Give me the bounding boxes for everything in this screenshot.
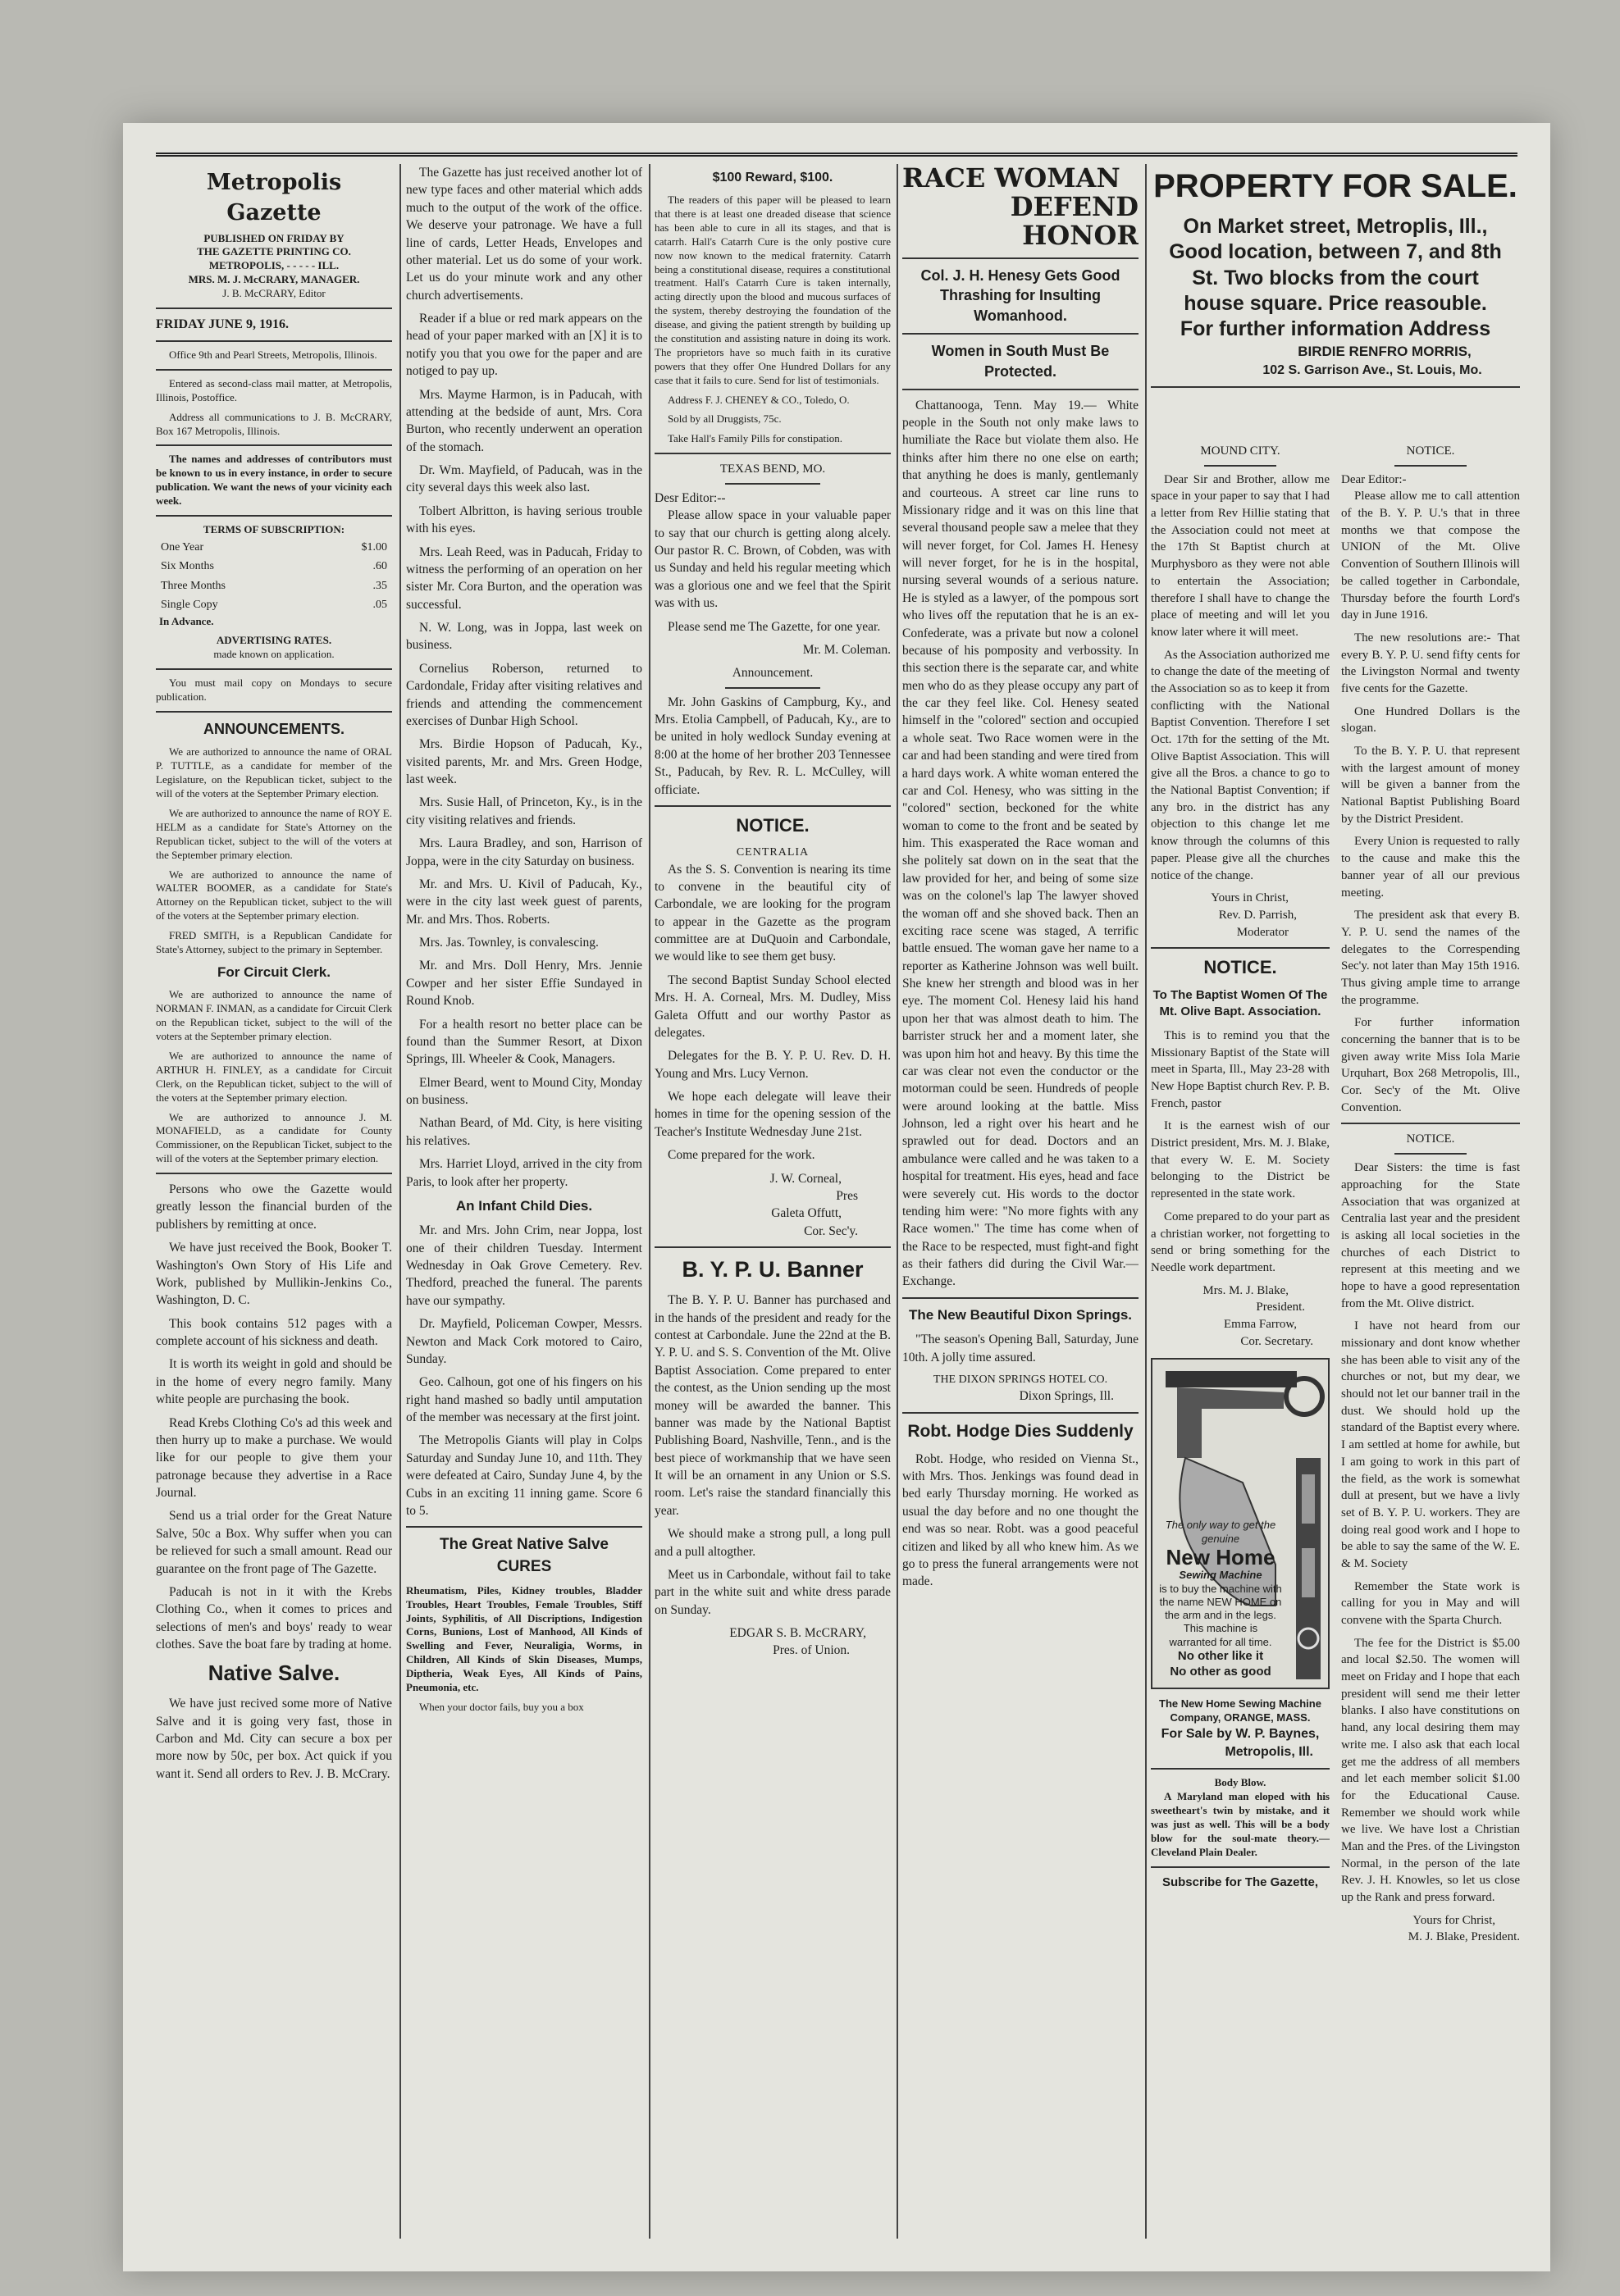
dixon-springs-title: The New Beautiful Dixon Springs. xyxy=(908,1306,1133,1323)
news-paragraph: For further information concerning the banner that is to be given away write Miss Iola Marie Urquhart, Box 268 Metropolis, Ill., Cor. Sec'y of the Mt. Olive Convention. xyxy=(1341,1016,1520,1114)
news-paragraph: Mrs. Jas. Townley, is convalescing. xyxy=(419,936,599,950)
news-paragraph: We hope each delegate will leave their homes in time for the opening session of the Teacher's Institute Wednesday June 21st. xyxy=(655,1090,891,1139)
sewing-ad-city: Metropolis, Ill. xyxy=(1225,1745,1313,1760)
announcement-title: Announcement. xyxy=(732,666,814,681)
notice-women-sig2-title: Cor. Secretary. xyxy=(1240,1334,1313,1348)
news-paragraph: This book contains 512 pages with a complete account of his sickness and death. xyxy=(156,1316,392,1349)
reward-pills: Take Hall's Family Pills for constipation. xyxy=(668,432,843,445)
announcement-item: We are authorized to announce the name of NORMAN F. INMAN, as a candidate for Circuit Clerk on the Republican ticket, subject to the will of the voters at the September primary election. xyxy=(156,988,392,1043)
news-paragraph: Delegates for the B. Y. P. U. Rev. D. H. Young and Mrs. Lucy Vernon. xyxy=(655,1049,891,1081)
news-paragraph: The president ask that every B. Y. P. U. send the names of the delegates to the Correspending Sec'y. not later than May 15th 1916. Thus giving ample time to arrange the programme. xyxy=(1341,909,1520,1007)
news-paragraph: The Gazette has just received another lot of new type faces and other material which adds much to the output of the work of the office. We deserve your patronage. We have a full line of cards, Letter Heads, Envelopes and other material. Let us do some of your work. Let us do your minute work and any other church advertisements. xyxy=(406,166,642,303)
issue-date: FRIDAY JUNE 9, 1916. xyxy=(156,317,289,331)
announcement-item: FRED SMITH, is a Republican Candidate for State's Attorney, subject to the primary in September. xyxy=(156,929,392,956)
news-paragraph: It is the earnest wish of our District president, Mrs. M. J. Blake, that every W. E. M. Society belonging to the District be represented in the state work. xyxy=(1151,1119,1330,1201)
bypu-title: B. Y. P. U. Banner xyxy=(682,1257,864,1282)
centralia-sig1: J. W. Corneal, xyxy=(769,1171,842,1186)
advertising-title: ADVERTISING RATES. xyxy=(216,634,332,647)
native-salve-title: Native Salve. xyxy=(208,1660,340,1686)
reward-sold: Sold by all Druggists, 75c. xyxy=(668,412,782,426)
news-paragraph: Mr. and Mrs. U. Kivil of Paducah, Ky., were in the city last week guest of parents, Mr. and Mrs. Thos. Roberts. xyxy=(406,877,642,927)
native-salve-text: We have just recived some more of Native Salve and it is going very fast, those in Carbon and Md. City can secure a box per more now by 50c, per box. Act quick if you want it. Send all orders to Rev. J. B. McCrary. xyxy=(156,1697,392,1781)
newspaper-page xyxy=(123,123,1550,2271)
masthead-company: THE GAZETTE PRINTING CO. xyxy=(197,245,351,258)
dixon-springs-place: Dixon Springs, Ill. xyxy=(1019,1389,1114,1404)
news-paragraph: This is to remind you that the Missionary Baptist of the State will meet in Sparta, Ill., May 23-28 with New Hope Baptist church Rev. P. B. French, pastor xyxy=(1151,1028,1330,1110)
texas-bend-title: TEXAS BEND, MO. xyxy=(719,462,826,476)
masthead-published: PUBLISHED ON FRIDAY BY xyxy=(203,231,345,244)
reward-text: The readers of this paper will be pleased to learn that there is at least one dreaded disease that science has been able to cure in all its stages, and that is catarrh. Hall's Catarrh Cure is the only postive cure now now known to the medical fraternity. Catarrh being a constitutional disease, requires a constitutional treatment. Hall's Catarrh Cure is taken internally, acting directly upon the blood and mucous surfaces of the system, thereby destroying the foundation of the disease, and giving the patient strength by building up the constitution and assisting nature in doing its work. The proprietors have so much faith in its curative powers that they offer One Hundred Dollars for any case that it fails to cure. Send for list of testimonials. xyxy=(655,194,891,386)
news-note: The names and addresses of contributors must be known to us in every instance, in order to secure publication. We want the news of your vicinity each week. xyxy=(156,453,392,508)
property-address: 102 S. Garrison Ave., St. Louis, Mo. xyxy=(1262,362,1482,377)
announcement-item: We are authorized to announce the name of ORAL P. TUTTLE, as a candidate for member of the Legislature, on the Republican ticket, subject to the will of the voters at the September Primary election. xyxy=(156,745,392,800)
column-4 xyxy=(902,164,1139,2247)
news-paragraph: I have not heard from our missionary and dont know whether she has been able to visit any of the churches or not, but my dear, we should not let our banner trail in the dust. We should hold up the standard of the Baptist every where. I am settled at home for awhile, but I am going to work in this part of the field, as the work is somewhat dull at present, but we have a livly set of B. Y. P. U. workers. They are doing real good work and I hope to be able to say the same of the W. E. & M. Society xyxy=(1341,1319,1520,1570)
masthead-manager: MRS. M. J. McCRARY, MANAGER. xyxy=(188,273,360,286)
notice-women-sig2: Emma Farrow, xyxy=(1223,1317,1297,1331)
race-woman-deck-1: Col. J. H. Henesy Gets Good Thrashing for Insulting Womanhood. xyxy=(920,266,1120,325)
advertising-note: made known on application. xyxy=(213,647,335,660)
subcolumn-b xyxy=(1341,443,1520,2239)
news-paragraph: Send us a trial order for the Great Nature Salve, 50c a Box. Why suffer when you can be relieved for such a small amount. Read our guarantee on the front page of The Gazette. xyxy=(156,1509,392,1576)
news-paragraph: One Hundred Dollars is the slogan. xyxy=(1341,704,1520,736)
news-paragraph: Tolbert Albritton, is having serious trouble with his eyes. xyxy=(406,503,642,536)
property-name: BIRDIE RENFRO MORRIS, xyxy=(1298,344,1472,360)
native-cures-title: The Great Native Salve xyxy=(440,1536,609,1554)
announcement-item: We are authorized to announce J. M. MONAFIELD, as a candidate for County Commissioner, on the Republican Ticket, subject to the will of the voters at the September primary election. xyxy=(156,1110,392,1165)
top-rule xyxy=(156,153,1517,157)
reward-title: $100 Reward, $100. xyxy=(712,171,833,184)
address-note: Address all communications to J. B. McCRARY, Box 167 Metropolis, Illinois. xyxy=(156,410,392,437)
centralia-notice: NOTICE. xyxy=(736,814,810,836)
news-paragraph: Paducah is not in it with the Krebs Clothing Co., when it comes to prices and selections of men's and boys' ready to wear clothes. Save the boat fare by trading at home. xyxy=(156,1584,392,1652)
announcement-item: We are authorized to announce the name of ARTHUR H. FINLEY, as a candidate for Circuit Clerk, on the Republican ticket, subject to the will of the voters at the September primary election. xyxy=(156,1049,392,1104)
centralia-sig2: Galeta Offutt, xyxy=(771,1206,842,1221)
news-paragraph: Persons who owe the Gazette would greatly lesson the financial burden of the publishers by remitting at once. xyxy=(156,1182,392,1232)
centralia-title: CENTRALIA xyxy=(736,846,810,859)
reward-address: Address F. J. CHENEY & CO., Toledo, O. xyxy=(668,393,850,406)
body-blow-title: Body Blow. xyxy=(1214,1776,1266,1789)
news-paragraph: We should make a strong pull, a long pull and a pull altogther. xyxy=(655,1527,891,1559)
property-line: Good location, between 7, and 8th xyxy=(1169,240,1502,264)
office-address: Office 9th and Pearl Streets, Metropolis, Illinois. xyxy=(169,348,377,362)
notice-sisters-signature: M. J. Blake, President. xyxy=(1408,1930,1520,1944)
texas-bend-text: Please allow space in your valuable paper to say that our church is getting along alcely. Our pastor R. C. Brown, of Cobden, was with us Sunday and held his regular meeting which was a glorious one and we feel that the Spirit was with us. xyxy=(655,508,891,611)
dixon-springs-hotel: THE DIXON SPRINGS HOTEL CO. xyxy=(933,1374,1108,1387)
property-ad xyxy=(1151,164,1520,394)
texas-bend-salutation: Desr Editor:-- xyxy=(655,490,726,505)
news-paragraph: Come prepared to do your part as a christian worker, not forgetting to send or bring something for the Needle work department. xyxy=(1151,1210,1330,1274)
column-2 xyxy=(406,164,642,2247)
news-paragraph: The new resolutions are:- That every B. Y. P. U. send fifty cents for the Livingston Normal and twenty five cents for the Gazette. xyxy=(1341,631,1520,695)
announcement-item: We are authorized to announce the name of WALTER BOOMER, as a candidate for State's Attorney on the Republican ticket, subject to the will of the voters at the September primary election. xyxy=(156,868,392,922)
mound-city-closing: Yours in Christ, xyxy=(1211,891,1289,905)
mound-city-signature: Rev. D. Parrish, xyxy=(1218,908,1297,922)
notice-sisters-closing: Yours for Christ, xyxy=(1412,1913,1495,1927)
news-paragraph: Mrs. Leah Reed, was in Paducah, Friday to witness the performing of an operation on her sister Mr. Cora Burton, and the operation was successful. xyxy=(406,544,642,612)
news-paragraph: The fee for the District is $5.00 and local $2.50. The women will meet on Friday and I hope that each president will send me their letter blanks. I also have constitutions on hand, any local desiring them may write me. I also ask that each local get me the address of all members and let each member solicit $1.00 for the Educational Cause. Remember we should work while we live. We have lost a Christian Man and the Pres. of the Livingston Normal, in the person of the late Rev. J. H. Knowles, so let us close up the Rank and press forward. xyxy=(1341,1636,1520,1904)
property-line: St. Two blocks from the court xyxy=(1192,266,1479,289)
news-paragraph: The second Baptist Sunday School elected Mrs. H. A. Corneal, Mrs. M. Dudley, Miss Galeta Offutt and our worthy Pastor as delegates. xyxy=(655,973,891,1040)
notice-women-sig1: Mrs. M. J. Blake, xyxy=(1202,1283,1289,1297)
news-paragraph: Mrs. Susie Hall, of Princeton, Ky., is in the city visiting relatives and friends. xyxy=(406,795,642,827)
news-paragraph: Read Krebs Clothing Co's ad this week and then hurry up to make a purchase. We would like for our people to give them your patronage because they advertise in a Race Journal. xyxy=(156,1415,392,1501)
sewing-ad-text: The only way to get the genuine New Home Sewing Machine is to buy the machine with the name NEW HOME on the arm and in the legs. This machine is warranted for all time. No other like it No other as good xyxy=(1159,1519,1282,1679)
news-paragraph: The B. Y. P. U. Banner has purchased and in the hands of the president and ready for the contest at Carbondale. June the 22nd at the B. Y. P. U. and S. S. Convention of the Mt. Olive Baptist Association. Come prepared to enter the contest, as the Union sending up the most money will be awarded the banner. This banner was made by the National Baptist Publishing Board, Nashville, Tenn., and is the best piece of workmanship that we have seen It will be an ornament in any Union or S.S. room. Let's raise the standard financially this year. xyxy=(655,1293,891,1518)
subscribe-line: Subscribe for The Gazette, xyxy=(1161,1875,1319,1889)
masthead-editor: J. B. McCRARY, Editor xyxy=(222,287,326,300)
sewing-machine-ad xyxy=(1151,1358,1330,1689)
copy-note: You must mail copy on Mondays to secure publication. xyxy=(156,676,392,703)
sewing-ad-sale: For Sale by W. P. Baynes, xyxy=(1161,1727,1320,1742)
news-paragraph: Please allow me to call attention of the B. Y. P. U.'s that in three months we that compose the UNION of the Mt. Olive Convention of Southern Illinois will be called together in Carbondale, Thursday before the fourth Lord's day in June 1916. xyxy=(1341,490,1520,622)
announcement-text: Mr. John Gaskins of Campburg, Ky., and Mrs. Etolia Campbell, of Paducah, Ky., are to be united in holy wedlock Sunday evening at 8:00 at the home of her brother 203 Tennessee St., Paducah, by Rev. R. L. McCulley, will officiate. xyxy=(655,695,891,797)
property-line: For further information Address xyxy=(1180,317,1491,341)
news-paragraph: Mr. and Mrs. Doll Henry, Mrs. Jennie Cowper and her sister Effie Sundayed in Round Knob. xyxy=(406,959,642,1009)
announcements-title: ANNOUNCEMENTS. xyxy=(203,720,345,737)
news-paragraph: Mrs. Harriet Lloyd, arrived in the city from Paris, to look after her property. xyxy=(406,1157,642,1189)
circuit-clerk-title: For Circuit Clerk. xyxy=(217,963,331,980)
news-paragraph: Cornelius Roberson, returned to Cardondale, Friday after visiting relatives and friends and attending the commencement exercises of Dunbar High School. xyxy=(406,661,642,728)
centralia-sig2-title: Cor. Sec'y. xyxy=(804,1223,858,1238)
subcolumn-a xyxy=(1151,443,1330,2239)
news-paragraph: Dr. Mayfield, Policeman Cowper, Messrs. Newton and Mack Cork motored to Cairo, Sunday. xyxy=(406,1317,642,1366)
news-paragraph: Reader if a blue or red mark appears on the head of your paper marked with an [X] it is to notify you that you owe for the paper and are notiged to pay up. xyxy=(406,312,642,379)
notice-bypu-salutation: Dear Editor:- xyxy=(1341,472,1407,486)
race-woman-text: Chattanooga, Tenn. May 19.— White people in the South not only make laws to humiliate the Race but violate them also. He thinks after him there no one else on earth; that anything he does is manly, gentlemanly and courteous. A street car line runs to Missionary ridge and it was on this line that several thousand people saw a melee that they will never forget, for Col. James H. Henesy will never forget, for he is in the hospital, nursing several wounds of a serious nature. He is styled as a lawyer, of the pompous sort who lives off the reputation that he is an ex-Confederate, was a private but now a colonel because of his pomposity and verbossity. In this section there is the separate car, and white men who do as they please occupy any part of the car they feel like. Col. Henesy seated himself in the "colored" section and occupied a whole seat. Two Race women were in the car and had been standing and were tired from a hard days work. A white woman entered the car and Col. Henesy, who was sitting in the "colored" section, beckoned for the white woman to come to the front and be seated by him. This exasperated the Race woman and she politely sat down on in the seat that the law provided for her, and being of some size was on the colonel's lap The lawyer shoved the woman off and she shoved back. Then an exciting race scene was staged, A terrific battle ensued. The woman gave her name to a reporter as Katherine Johnson was well built. She knew her strength and blood was in her eye. The moment Col. Henesy laid his hand upon her that was almost death to him. The barrister struck her and a moment later, she was upon him hot and heavy. By this time the car was clear not even the conductor or the motorman could be seen. Hundreds of people were around looking at the battle. Miss Johnson, led a right over his heart and he sprawled out for dead. Doctors and an ambulance were called and he was taken to a hospital for treatment. His eyes, head and face were severely cut. His words to the doctor tending him were: "No more fights with any Race women." The time has come when of the Race to be respected, must fight-and fight as their fathers did during the Civil War.—Exchange. xyxy=(902,398,1139,1289)
news-paragraph: Nathan Beard, of Md. City, is here visiting his relatives. xyxy=(406,1116,642,1148)
news-paragraph: Dear Sisters: the time is fast approaching for the State Association that was organized at Centralia last year and the president is asking all local societies in the churches of each District to represent at this meeting and we hope to have a good representation from the Mt. Olive district. xyxy=(1341,1161,1520,1310)
property-line: On Market street, Metroplis, Ill., xyxy=(1183,215,1488,239)
race-woman-title-2: DEFEND HONOR xyxy=(1010,191,1139,252)
native-cures-footer: When your doctor fails, buy you a box xyxy=(419,1700,584,1713)
news-paragraph: Every Union is requested to rally to the cause and make this the banner year of all our previous meeting. xyxy=(1341,835,1520,900)
column-rule xyxy=(399,164,401,2239)
news-paragraph: Mrs. Mayme Harmon, is in Paducah, with attending at the bedside of aunt, Mrs. Cora Burton, who recently underwent an operation of the stomach. xyxy=(406,387,642,454)
column-rule xyxy=(897,164,898,2239)
notice-women-title: To The Baptist Women Of The Mt. Olive Bapt. Association. xyxy=(1152,987,1328,1019)
news-paragraph: The Metropolis Giants will play in Colps Saturday and Sunday June 10, and 11th. They were defeated at Cairo, Sunday June 4, by the Cubs in an exciting 11 inning game. Score 6 to 5. xyxy=(406,1433,642,1518)
notice-sisters-title: NOTICE. xyxy=(1406,1132,1455,1146)
news-paragraph: Dr. Wm. Mayfield, of Paducah, was in the city several days this week also last. xyxy=(406,463,642,495)
news-paragraph: Mrs. Birdie Hopson of Paducah, Ky., visited parents, Mr. and Mrs. Green Hodge, last week. xyxy=(406,737,642,786)
mound-city-title: MOUND CITY. xyxy=(1200,444,1280,458)
terms-table xyxy=(156,537,392,615)
news-paragraph: Mrs. Laura Bradley, and son, Harrison of Joppa, were in the city Saturday on business. xyxy=(406,836,642,868)
infant-title: An Infant Child Dies. xyxy=(455,1197,593,1214)
news-paragraph: Dear Sir and Brother, allow me space in your paper to say that I had a letter from Rev Hillie stating that the Association could not meet at the 17th St Baptist church at Murphysboro as they were not able to entertain the Association; therefore I shall have to change the place of meeting and will let you know later where it will meet. xyxy=(1151,472,1330,639)
news-paragraph: We have just received the Book, Booker T. Washington's Own Story of His Life and Work, published by Mullikin-Jenkins Co., Washington, D. C. xyxy=(156,1241,392,1308)
native-cures-text: Rheumatism, Piles, Kidney troubles, Bladder Troubles, Heart Troubles, Female Troubles, Stiff Joints, Syphilitis, of All Discriptions, Indigestion Corns, Bunions, Lost of Manhood, All Kinds of Swelling and Fever, Neuraligia, Worms, in Children, All Kinds of Skin Diseases, Mumps, Diptheria, Weak Eyes, All Kinds of Pains, Pneumonia, etc. xyxy=(406,1583,642,1693)
news-paragraph: Remember the State work is calling for you in May and will convene with the Sparta Church. xyxy=(1341,1579,1520,1627)
body-blow-text: A Maryland man eloped with his sweetheart's twin by mistake, and it was just as well. This will be a body blow for the soul-mate theory.—Cleveland Plain Dealer. xyxy=(1151,1790,1330,1858)
masthead-city: METROPOLIS, - - - - - ILL. xyxy=(208,259,340,272)
column-rule xyxy=(1145,164,1147,2239)
news-paragraph: Meet us in Carbondale, without fail to take part in the white suit and white dress parade on Sunday. xyxy=(655,1567,891,1617)
news-paragraph: As the Association authorized me to change the date of the meeting of the Association so as to keep it from conflicting with the National Baptist Convention. Therefore I set Oct. 17th for the setting of the Mt. Olive Baptist Association. This will give all the Bros. a chance to go to the National Baptist Convention; if any bro. in the district has any objection to this change let me know through the columns of this paper. Please give all the churches notice of the change. xyxy=(1151,648,1330,882)
terms-row: Three Months .35 xyxy=(161,579,387,592)
notice-women-heading: NOTICE. xyxy=(1203,957,1277,978)
property-line: house square. Price reasouble. xyxy=(1184,291,1487,315)
centralia-sig1-title: Pres xyxy=(836,1188,858,1203)
race-woman-title-1: RACE WOMAN xyxy=(902,164,1120,194)
notice-bypu-title: NOTICE. xyxy=(1406,444,1455,458)
property-title: PROPERTY FOR SALE. xyxy=(1153,168,1517,204)
bypu-signature-title: Pres. of Union. xyxy=(773,1643,850,1658)
dixon-springs-text: "The season's Opening Ball, Saturday, June 10th. A jolly time assured. xyxy=(902,1332,1139,1364)
column-5 xyxy=(1151,164,1520,2247)
column-rule xyxy=(649,164,650,2239)
terms-title: TERMS OF SUBSCRIPTION: xyxy=(203,523,345,536)
terms-row: Six Months .60 xyxy=(161,560,387,573)
race-woman-deck-2: Women in South Must Be Protected. xyxy=(931,343,1110,380)
announcement-item: We are authorized to announce the name of ROY E. HELM as a candidate for State's Attorney on the Republican ticket, subject to the will of the voters at the September primary election. xyxy=(156,807,392,861)
texas-bend-request: Please send me The Gazette, for one year. xyxy=(668,619,881,634)
texas-bend-signature: Mr. M. Coleman. xyxy=(802,642,891,657)
hodge-text: Robt. Hodge, who resided on Vienna St., with Mrs. Thos. Jenkings was found dead in bed early Thursday morning. He worked as usual the day before and no one thought the end was so near. Robt. was a good peaceful citizen and liked by all who knew him. As we go to press the funeral arrangements were not made. xyxy=(902,1451,1139,1589)
news-paragraph: Geo. Calhoun, got one of his fingers on his right hand mashed so badly until amputation of the member was necessary at the first joint. xyxy=(406,1375,642,1425)
mound-city-signature-title: Moderator xyxy=(1236,925,1289,939)
news-paragraph: It is worth its weight in gold and should be in the home of every negro family. Many white people are purchasing the book. xyxy=(156,1357,392,1407)
news-paragraph: Elmer Beard, went to Mound City, Monday on business. xyxy=(406,1075,642,1107)
news-paragraph: To the B. Y. P. U. that represent with the largest amount of money will be given a banner from the National Baptist Publishing Board by the District President. xyxy=(1341,745,1520,826)
news-paragraph: As the S. S. Convention is nearing its time to convene in the beautiful city of Carbondale, we are looking for the program to appear in the Gazette as the program committee are at DuQuoin and Carbondale, we would like to see them get busy. xyxy=(655,862,891,964)
terms-advance: In Advance. xyxy=(159,615,214,628)
news-paragraph: Mr. and Mrs. John Crim, near Joppa, lost one of their children Tuesday. Interment Wednesday in Oak Grove Cemetery. Rev. Thedford, preached the funeral. The parents have our sympathy. xyxy=(406,1223,642,1308)
news-paragraph: N. W. Long, was in Joppa, last week on business. xyxy=(406,621,642,653)
entered-note: Entered as second-class mail matter, at Metropolis, Illinois, Postoffice. xyxy=(156,376,392,403)
terms-row: Single Copy .05 xyxy=(161,598,387,611)
sewing-ad-company: The New Home Sewing Machine Company, ORANGE, MASS. xyxy=(1159,1697,1321,1724)
hodge-title: Robt. Hodge Dies Suddenly xyxy=(907,1421,1134,1441)
masthead-title: Metropolis Gazette xyxy=(206,170,342,226)
native-cures-subtitle: CURES xyxy=(496,1557,552,1575)
column-3 xyxy=(655,164,891,2247)
news-paragraph: Come prepared for the work. xyxy=(668,1148,815,1163)
notice-women-sig1-title: President. xyxy=(1256,1301,1305,1314)
news-paragraph: For a health resort no better place can be found than the Summer Resort, at Dixon Springs, Ill. Wheeler & Cook, Managers. xyxy=(406,1017,642,1067)
terms-row: One Year $1.00 xyxy=(161,540,387,554)
bypu-signature: EDGAR S. B. McCRARY, xyxy=(729,1626,866,1641)
column-1 xyxy=(156,164,392,2247)
